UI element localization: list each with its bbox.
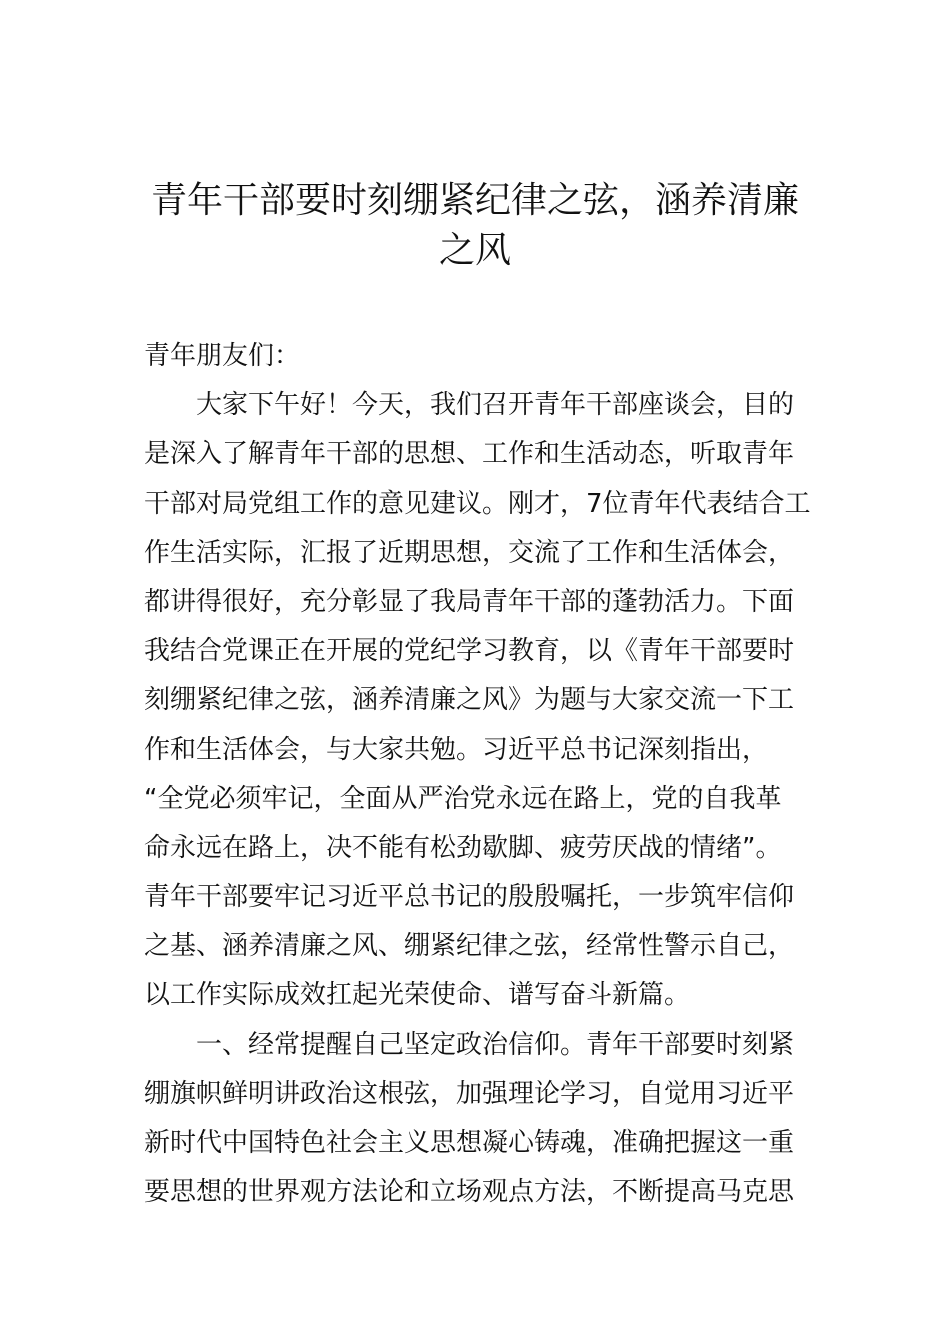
paragraph-1 [144, 381, 814, 1020]
title-line-1: 青年干部要时刻绷紧纪律之弦，涵养清廉 [150, 180, 799, 221]
salutation: 青年朋友们： [144, 341, 301, 371]
paragraph-2 [144, 1021, 814, 1218]
paragraph-line: 青年干部要牢记习近平总书记的殷殷嘱托，一步筑牢信仰 [144, 882, 795, 913]
paragraph-line: 是深入了解青年干部的思想、工作和生活动态，听取青年 [144, 439, 795, 470]
paragraph-line: 都讲得很好，充分彰显了我局青年干部的蓬勃活力。下面 [144, 586, 795, 617]
paragraph-line: 新时代中国特色社会主义思想凝心铸魂，准确把握这一重 [144, 1128, 795, 1158]
paragraph-line: 要思想的世界观方法论和立场观点方法，不断提高马克思 [144, 1177, 795, 1208]
document-title [140, 176, 810, 276]
paragraph-line: 作和生活体会，与大家共勉。习近平总书记深刻指出， [144, 734, 769, 765]
paragraph-line: 一、经常提醒自己坚定政治信仰。青年干部要时刻紧 [196, 1029, 795, 1060]
document-body [144, 332, 814, 1217]
paragraph-line: 之基、涵养清廉之风、绷紧纪律之弦，经常性警示自己， [144, 931, 795, 962]
paragraph-line: 作生活实际，汇报了近期思想，交流了工作和生活体会， [144, 537, 795, 568]
paragraph-line: 大家下午好！今天，我们召开青年干部座谈会，目的 [196, 390, 795, 421]
paragraph-line: “全党必须牢记，全面从严治党永远在路上，党的自我革 [144, 783, 782, 814]
paragraph-line: 刻绷紧纪律之弦，涵养清廉之风》为题与大家交流一下工 [144, 685, 795, 716]
paragraph-line: 以工作实际成效扛起光荣使命、谱写奋斗新篇。 [144, 980, 691, 1011]
paragraph-line: 命永远在路上，决不能有松劲歇脚、疲劳厌战的情绪”。 [144, 832, 782, 863]
title-line-2: 之风 [438, 230, 511, 271]
paragraph-line: 干部对局党组工作的意见建议。刚才，7位青年代表结合工 [144, 488, 811, 519]
paragraph-line: 我结合党课正在开展的党纪学习教育，以《青年干部要时 [144, 636, 795, 667]
paragraph-line: 绷旗帜鲜明讲政治这根弦，加强理论学习，自觉用习近平 [144, 1078, 795, 1109]
